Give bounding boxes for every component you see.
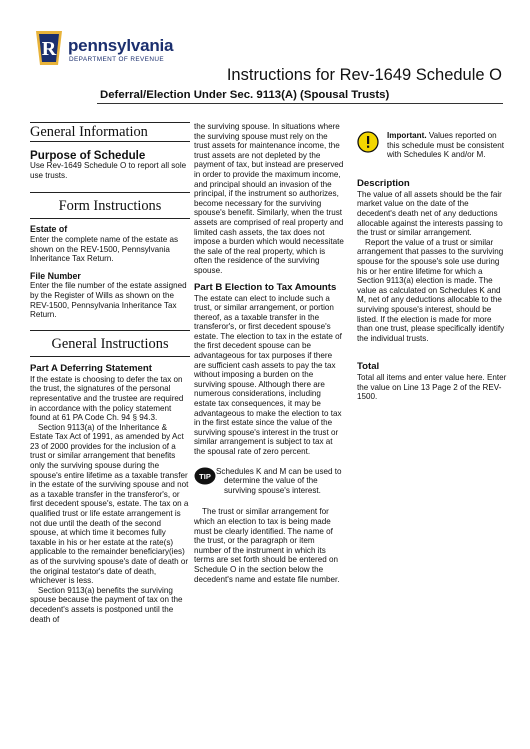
total-text: Total all items and enter value here. Enter the value on Line 13 Page 2 of the REV-1500. [357, 373, 507, 402]
important-text: Values reported on this schedule must be consistent with Schedules K and/or M. [387, 131, 504, 160]
col2-paragraph-last: The trust or similar arrangement for which an election to tax is being made must be clearly identified. The name of the trust, or the paragraph or item number of the instrument in which its terms are set forth should be entered on Schedule O in the section below the decedent's name and estate file number. [194, 507, 340, 584]
column-right [357, 131, 507, 402]
description-paragraph-1: The value of all assets should be the fair market value on the date of the decedent's death net of any deductions allocable against the interests passing to the trust or similar arrangement. [357, 189, 503, 238]
estate-of-heading: Estate of [30, 224, 68, 235]
important-label: Important. [387, 131, 427, 140]
part-b-text: The estate can elect to include such a trust, or similar arrangement, or portion thereof, as a taxable transfer in the transferor's, or first decedent spouse's estate. The election to tax in the estate of the first decedent spouse can be advantageous for tax purposes if there are sufficient cash assets to pay the tax without imposing a burden on the surviving spouse. Although there are numerous considerations, including estate tax consequences, it may be advantageous to make the election to tax in the first estate since the value of the surviving spouse's interest in the trust or similar arrangement is subject to tax at the spousal rate of zero percent. [194, 293, 342, 456]
tip-text: Schedules K and M can be used to determine the value of the surviving spouse's interest. [216, 466, 342, 495]
important-note [357, 131, 507, 160]
file-number-heading: File Number [30, 270, 81, 281]
page-title: Instructions for Rev-1649 Schedule O [226, 66, 502, 84]
header-divider [97, 103, 503, 104]
file-number-text: Enter the file number of the estate assigned by the Register of Wills as shown on the REV-1500, Pennsylvania Inheritance Tax Return. [30, 281, 187, 320]
column-left [30, 122, 190, 624]
page-subtitle: Deferral/Election Under Sec. 9113(A) (Spousal Trusts) [100, 89, 390, 101]
total-heading: Total [357, 361, 380, 373]
svg-text:TIP: TIP [199, 471, 211, 481]
description-heading: Description [357, 177, 410, 189]
part-b-heading: Part B Election to Tax Amounts [194, 281, 337, 293]
svg-text:R: R [41, 38, 57, 60]
form-instructions-heading: Form Instructions [30, 192, 190, 219]
col2-paragraph-1: the surviving spouse. In situations where the surviving spouse must rely on the trust assets for maintenance income, the trust assets are not depleted by the payment of tax, but instead are preserved in order to provide the maximum income, and principal should an invasion of the principal, if the instrument so authorizes, become necessary for the surviving spouse's benefit. Similarly, when the trust assets are comprised of real property and limited cash assets, the tax does not impose a burden which would necessitate the sale of the real property, which is often the residence of the surviving spouse. [194, 122, 344, 275]
pa-revenue-logo [34, 30, 184, 70]
description-paragraph-2: Report the value of a trust or similar arrangement that passes to the surviving spouse for the spouse's sole use during his or her entire lifetime for which a Section 9113(a) election is made. The value as calculated on Schedules K and M, net of any deductions allocable to the surviving spouse's interest, should be listed. If the election is made for more than one trust, please specifically identify the individual trusts. [357, 237, 505, 343]
part-a-paragraph-2: Section 9113(a) of the Inheritance & Estate Tax Act of 1991, as amended by Act 23 of 2000 provides for the inclusion of a trust or similar arrangement that benefits only the surviving spouse during the spouse's entire lifetime as a taxable transfer in the estate of the surviving spouse and not as a taxable transfer in the transferor's, or first decedent spouse's, estate. The tax on a qualified trust or life estate arrangement is not due until the death of the second spouse, at which time it becomes fully taxable in his or her estate at the rate(s) applicable to the remainder beneficiary(ies) as of the surviving spouse's date of death or the original testator's date of death, whichever is less. [30, 422, 189, 586]
column-middle [194, 122, 344, 584]
general-information-heading: General Information [30, 122, 190, 142]
brand-department: DEPARTMENT OF REVENUE [69, 56, 165, 63]
tip-box [194, 467, 344, 496]
tip-icon [194, 467, 216, 485]
part-a-paragraph-3: Section 9113(a) benefits the surviving spouse because the payment of tax on the decedent's assets is postponed until the death of [30, 585, 183, 624]
purpose-text: Use Rev-1649 Schedule O to report all sole use trusts. [30, 161, 187, 180]
keystone-icon [34, 30, 64, 66]
estate-of-text: Enter the complete name of the estate as shown on the REV-1500, Pennsylvania Inheritance Tax Return. [30, 234, 179, 264]
part-a-paragraph-1: If the estate is choosing to defer the tax on the trust, the signatures of the personal representative and the trustee are required in accordance with the policy statement found at 61 PA Code Ch. 94 § 94.3. [30, 374, 184, 423]
general-instructions-heading: General Instructions [30, 330, 190, 357]
purpose-heading: Purpose of Schedule [30, 148, 146, 162]
part-a-heading: Part A Deferring Statement [30, 362, 152, 374]
brand-name: pennsylvania [68, 36, 174, 55]
exclamation-icon [357, 131, 379, 153]
